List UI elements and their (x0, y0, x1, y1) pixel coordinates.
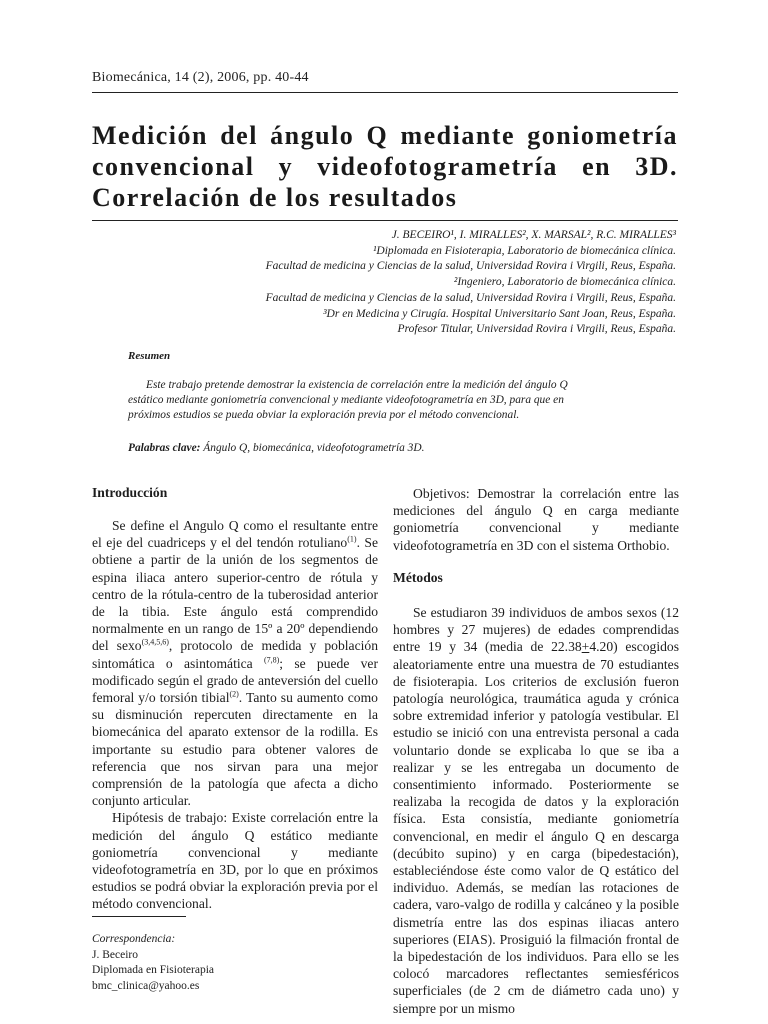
header-rule (92, 92, 678, 93)
methods-paragraph-1: Se estudiaron 39 individuos de ambos sexos (12 hombres y 27 mujeres) de edades comprendidas entre 19 y 34 (media de 22.38+4.20) escogidos aleatoriamente entre una muestra de 70 estudiantes de fisioterapia. Los criterios de exclusión fueron patología neurológica, traumática aguda y crónica sobre extremidad inferior y patología vestibular. El estudio se inició con una entrevista personal a cada voluntario donde se explicaba lo que se iba a realizar y se les entregaba un documento de consentimiento informado. Posteriormente se realizaba la recogida de datos y la exploración física. Esta consistía, mediante goniometría convencional, en medir el ángulo Q en descarga (decúbito supino) y en carga (bipedestación), estableciéndose éste como valor de Q estático del individuo. Además, se medían las rotaciones de cadera, varo-valgo de rodilla y calcáneo y la posible dismetría entre las dos espinas iliacas antero superiores (EIAS). Prosiguió la filmación frontal de la bipedestación de los individuos. Para ello se les colocó marcadores reflectantes semiesféricos superficiales (de 2 cm de diámetro cada uno) y siempre por un mismo (393, 605, 679, 1016)
abstract-text (128, 378, 644, 423)
title-line-1: Medición del ángulo Q mediante goniometría (92, 121, 678, 150)
affiliation-line: ²Ingeniero, Laboratorio de biomecánica clínica. (453, 276, 676, 289)
abstract-line: Este trabajo pretende demostrar la existencia de correlación entre la medición del ángulo Q (146, 379, 568, 391)
correspondence-label: Correspondencia: (92, 933, 176, 945)
citation: (2) (229, 689, 239, 699)
correspondence-email[interactable]: bmc_clinica@yahoo.es (92, 979, 200, 992)
correspondence-block (92, 932, 214, 994)
keywords (128, 442, 424, 454)
authors: J. BECEIRO¹, I. MIRALLES², X. MARSAL², R.C. MIRALLES³ (391, 229, 676, 241)
intro-paragraph-2: Hipótesis de trabajo: Existe correlación entre la medición del ángulo Q estático mediante goniometría convencional y mediante videofotogrametría en 3D, por lo que en próximos estudios se podrá obviar la exploración previa por el método convencional. (92, 810, 378, 912)
abstract-heading: Resumen (128, 350, 171, 362)
affiliation-line: Facultad de medicina y Ciencias de la salud, Universidad Rovira i Virgili, Reus, España. (265, 291, 676, 304)
title-line-3: Correlación de los resultados (92, 183, 458, 212)
affiliation-line: Profesor Titular, Universidad Rovira i Virgili, Reus, España. (397, 323, 676, 336)
running-head: Biomecánica, 14 (2), 2006, pp. 40-44 (92, 70, 309, 85)
paper-title (92, 120, 678, 213)
methods-heading: Métodos (393, 570, 443, 585)
author-affiliations (116, 228, 676, 338)
intro-paragraph-1: Se define el Angulo Q como el resultante entre el eje del cuadriceps y el del tendón rotuliano$^{(1)}$. Se obtiene a partir de la unión de los segmentos de espina iliaca antero superior-centro de rótula y centro de la rótula-centro de la tuberosidad anterior de la tibia. Este ángulo está comprendido normalmente en un rango de 15º a 20º dependiendo del sexo$^{(3,4,5,6)}$, protocolo de medida y población sintomática o asintomática $^{(7,8)}$; se puede ver modificado según el grado de anteversión del cuello femoral y/o torsión tibial$^{(2)}$. Tanto su aumento como su disminución repercuten directamente en la biomecánica del aparato extensor de la rodilla. Es importante su estudio para obtener valores de referencia que nos sirvan para una mejor comprensión de la patología que afecta a dicho conjunto articular. (92, 518, 378, 809)
footnote-rule (92, 916, 186, 917)
keywords-label: Palabras clave: (128, 442, 201, 454)
objectives-paragraph: Objetivos: Demostrar la correlación entre las mediciones del ángulo Q en carga mediante goniometría convencional y mediante videofotogrametría en 3D con el sistema Orthobio. (393, 486, 679, 553)
affiliation-line: Facultad de medicina y Ciencias de la salud, Universidad Rovira i Virgili, Reus, España. (265, 260, 676, 273)
methods-column (393, 604, 679, 1017)
affiliation-line: ¹Diplomada en Fisioterapia, Laboratorio de biomecánica clínica. (372, 244, 676, 257)
correspondence-name: J. Beceiro (92, 948, 138, 961)
introduction-heading: Introducción (92, 485, 168, 500)
citation: (1) (347, 534, 357, 544)
title-line-2: convencional y videofotogrametría en 3D. (92, 152, 678, 181)
left-column (92, 517, 378, 913)
right-column (393, 485, 679, 554)
keywords-text: Ángulo Q, biomecánica, videofotogrametría 3D. (203, 442, 425, 454)
abstract-line: próximos estudios se pueda obviar la exploración previa por el método convencional. (128, 409, 520, 421)
plus-minus: + (581, 639, 590, 655)
citation: (7,8) (263, 655, 280, 665)
abstract-line: estático mediante goniometría convencional y mediante videofotogrametría en 3D, para que en (128, 394, 564, 406)
title-rule (92, 220, 678, 221)
affiliation-line: ³Dr en Medicina y Cirugía. Hospital Universitario Sant Joan, Reus, España. (323, 307, 676, 320)
correspondence-role: Diplomada en Fisioterapia (92, 964, 214, 976)
citation: (3,4,5,6) (141, 637, 169, 647)
